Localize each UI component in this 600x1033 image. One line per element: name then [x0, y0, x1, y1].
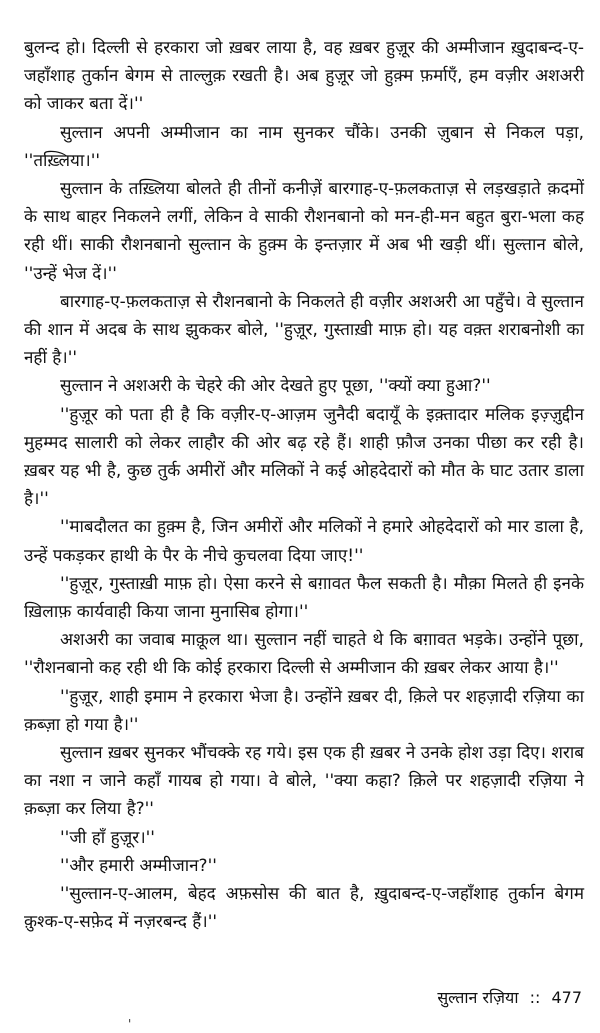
- paragraph: ''हुज़ूर, शाही इमाम ने हरकारा भेजा है। उन्होंने ख़बर दी, क़िले पर शहज़ादी रज़िया का क़ब्ज़ा हो गया है।'': [24, 686, 584, 735]
- footer-separator: ::: [529, 988, 541, 1007]
- paragraph: सुल्तान ख़बर सुनकर भौंचक्के रह गये। इस एक ही ख़बर ने उनके होश उड़ा दिए। शराब का नशा न जाने कहाँ गायब हो गया। वे बोले, ''क्या कहा? क़िले पर शहज़ादी रज़िया ने क़ब्ज़ा कर लिया है?'': [24, 743, 584, 820]
- paragraph: ''जी हाँ हुज़ूर।'': [60, 827, 155, 848]
- paragraph: बारगाह-ए-फ़लकताज़ से रौशनबानो के निकलते ही वज़ीर अशअरी आ पहुँचे। वे सुल्तान की शान में अदब के साथ झुककर बोले, ''हुज़ूर, गुस्ताख़ी माफ़ हो। यह वक़्त शराबनोशी का नहीं है।'': [24, 291, 584, 369]
- paragraph: सुल्तान अपनी अम्मीजान का नाम सुनकर चौंके। उनकी ज़ुबान से निकल पड़ा, ''तख़्लिया।'': [24, 122, 584, 171]
- paragraph: ''सुल्तान-ए-आलम, बेहद अफ़सोस की बात है, ख़ुदाबन्द-ए-जहाँशाह तुर्कान बेगम क़ुश्क-ए-सफ़ेद में नज़रबन्द हैं।'': [24, 884, 584, 933]
- paragraph: अशअरी का जवाब माक़ूल था। सुल्तान नहीं चाहते थे कि बग़ावत भड़के। उन्होंने पूछा, ''रौशनबानो कह रही थी कि कोई हरकारा दिल्ली से अम्मीजान की ख़बर लेकर आया है।'': [24, 630, 584, 679]
- paragraph: ''माबदौलत का हुक़्म है, जिन अमीरों और मलिकों ने हमारे ओहदेदारों को मार डाला है, उन्हें पकड़कर हाथी के पैर के नीचे कुचलवा दिया जाए!'': [24, 517, 584, 566]
- running-title: सुल्तान रज़िया: [437, 988, 519, 1007]
- paragraph: ''हुज़ूर, गुस्ताख़ी माफ़ हो। ऐसा करने से बग़ावत फैल सकती है। मौक़ा मिलते ही इनके ख़िलाफ़ कार्यवाही किया जाना मुनासिब होगा।'': [24, 573, 584, 623]
- print-mark: ': [128, 1017, 132, 1031]
- paragraph: सुल्तान के तख़्लिया बोलते ही तीनों कनीज़ें बारगाह-ए-फ़लकताज़ से लड़खड़ाते क़दमों के साथ बाहर निकलने लगीं, लेकिन वे साकी रौशनबानो को मन-ही-मन बहुत बुरा-भला कह रही थीं। साकी रौशनबानो सुल्तान के हुक़्म के इन्तज़ार में अब भी खड़ी थीं। सुल्तान बोले, ''उन्हें भेज दें।'': [24, 179, 584, 284]
- paragraph: ''और हमारी अम्मीजान?'': [60, 855, 217, 876]
- paragraph: ''हुज़ूर को पता ही है कि वज़ीर-ए-आज़म जुनैदी बदायूँ के इक़्तादार मलिक इज़्ज़ुद्दीन मुहम्मद सालारी को लेकर लाहौर की ओर बढ़ रहे हैं। शाही फ़ौज उनका पीछा कर रही है। ख़बर यह भी है, कुछ तुर्क अमीरों और मलिकों ने कई ओहदेदारों को मौत के घाट उतार डाला है।'': [24, 404, 584, 510]
- paragraph-continuation: बुलन्द हो। दिल्ली से हरकारा जो ख़बर लाया है, वह ख़बर हुज़ूर की अम्मीजान ख़ुदाबन्द-ए-जहाँशाह तुर्कान बेगम से ताल्लुक़ रखती है। अब हुज़ूर जो हुक़्म फ़र्माएँ, हम वज़ीर अशअरी को जाकर बता दें।'': [24, 38, 584, 115]
- page-number: 477: [551, 988, 582, 1007]
- paragraph: सुल्तान ने अशअरी के चेहरे की ओर देखते हुए पूछा, ''क्यों क्या हुआ?'': [60, 376, 491, 397]
- page-footer: [437, 987, 582, 1009]
- body-text: [24, 34, 584, 937]
